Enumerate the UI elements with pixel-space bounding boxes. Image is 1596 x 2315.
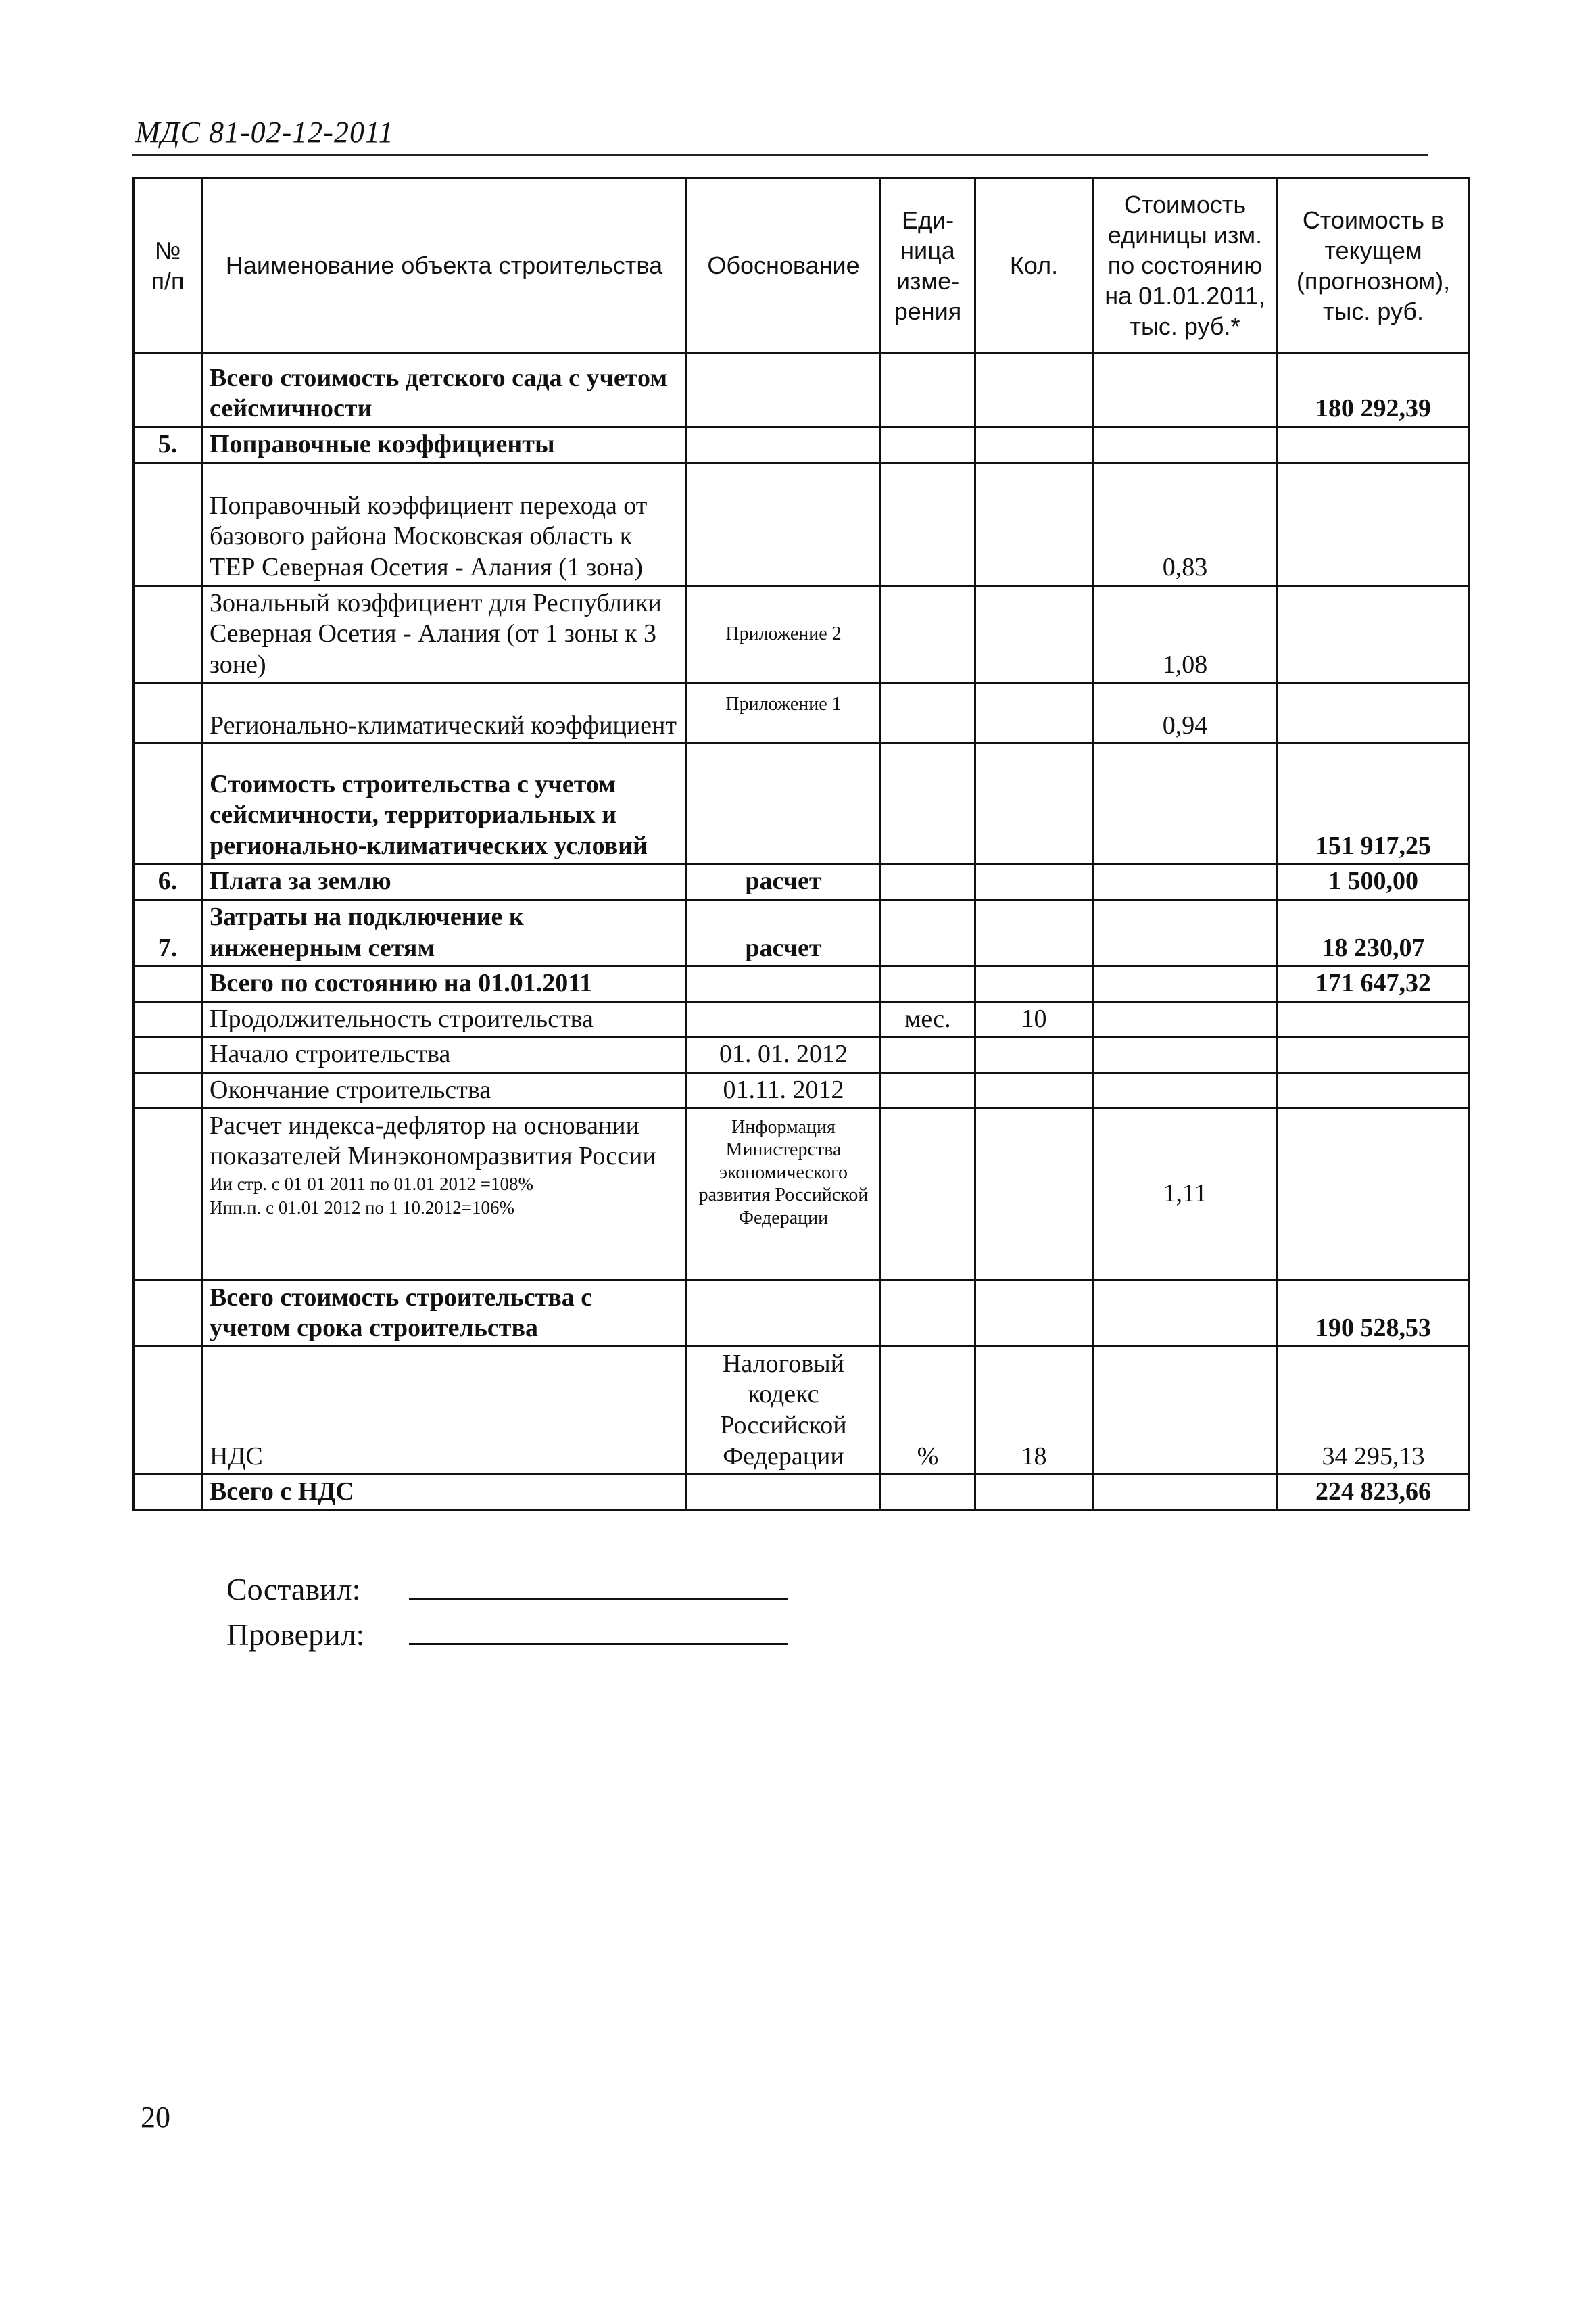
- cell-qty: [975, 427, 1093, 463]
- cell-basis: [687, 1001, 881, 1037]
- cell-cost-current: 224 823,66: [1278, 1475, 1470, 1510]
- table-row: [134, 353, 1470, 427]
- cell-basis: [687, 462, 881, 586]
- cell-qty: [975, 1475, 1093, 1510]
- cell-basis: 01.11. 2012: [687, 1072, 881, 1108]
- estimate-table: [132, 177, 1470, 1511]
- cell-basis: Приложение 2: [687, 586, 881, 683]
- cell-name: Затраты на подключение к инженерным сетям: [202, 899, 687, 965]
- cell-qty: [975, 1037, 1093, 1073]
- cell-num: 5.: [134, 427, 202, 463]
- cell-unit: [881, 1475, 975, 1510]
- cell-cost-unit: [1093, 1475, 1278, 1510]
- deflator-index-industry: Ипп.п. с 01.01 2012 по 1 10.2012=106%: [210, 1197, 514, 1218]
- cell-basis: [687, 1280, 881, 1346]
- table-row: [134, 427, 1470, 463]
- cell-cost-current: 18 230,07: [1278, 899, 1470, 965]
- cell-cost-unit: [1093, 427, 1278, 463]
- cell-cost-current: 180 292,39: [1278, 353, 1470, 427]
- cell-num: [134, 744, 202, 864]
- cell-name: Зональный коэффициент для Республики Северная Осетия - Алания (от 1 зоны к 3 зоне): [202, 586, 687, 683]
- cell-name: Всего с НДС: [202, 1475, 687, 1510]
- cell-cost-current: 1 500,00: [1278, 864, 1470, 900]
- cell-unit: [881, 1072, 975, 1108]
- col-header-basis: Обоснование: [687, 178, 881, 353]
- page-number: 20: [141, 2101, 170, 2134]
- cell-cost-current: [1278, 427, 1470, 463]
- table-row: [134, 864, 1470, 900]
- cell-basis: Налоговый кодекс Российской Федерации: [687, 1346, 881, 1474]
- signature-compiled-row: [226, 1567, 788, 1613]
- cell-qty: [975, 683, 1093, 744]
- table-row: [134, 462, 1470, 586]
- cell-cost-current: 171 647,32: [1278, 966, 1470, 1002]
- cell-num: [134, 1346, 202, 1474]
- cell-cost-unit: [1093, 1037, 1278, 1073]
- cell-basis: [687, 966, 881, 1002]
- cell-num: [134, 1475, 202, 1510]
- cell-cost-current: 190 528,53: [1278, 1280, 1470, 1346]
- cell-num: 6.: [134, 864, 202, 900]
- cell-name: Плата за землю: [202, 864, 687, 900]
- cell-qty: [975, 353, 1093, 427]
- cell-qty: [975, 1108, 1093, 1280]
- cell-basis: Приложение 1: [687, 683, 881, 744]
- cell-name: Начало строительства: [202, 1037, 687, 1073]
- table-row: [134, 1346, 1470, 1474]
- cell-num: [134, 586, 202, 683]
- cell-qty: [975, 899, 1093, 965]
- cell-unit: [881, 427, 975, 463]
- cell-num: [134, 1108, 202, 1280]
- cell-cost-unit: 1,11: [1093, 1108, 1278, 1280]
- cell-cost-unit: [1093, 864, 1278, 900]
- cell-cost-unit: [1093, 1072, 1278, 1108]
- cell-unit: [881, 1037, 975, 1073]
- cell-unit: [881, 586, 975, 683]
- cell-basis: [687, 427, 881, 463]
- cell-qty: [975, 586, 1093, 683]
- col-header-unit: Еди- ница изме- рения: [881, 178, 975, 353]
- cell-num: [134, 1280, 202, 1346]
- cell-cost-unit: [1093, 1280, 1278, 1346]
- cell-basis: расчет: [687, 864, 881, 900]
- signature-block: [226, 1567, 788, 1657]
- cell-cost-current: [1278, 1108, 1470, 1280]
- col-header-qty: Кол.: [975, 178, 1093, 353]
- cell-cost-unit: 1,08: [1093, 586, 1278, 683]
- header-rule: [132, 154, 1428, 156]
- document-code: МДС 81-02-12-2011: [135, 116, 394, 149]
- cell-num: [134, 683, 202, 744]
- signature-compiled-label: Составил:: [226, 1572, 361, 1606]
- deflator-title: Расчет индекса-дефлятор на основании показателей Минэкономразвития России: [210, 1111, 656, 1171]
- cell-qty: [975, 462, 1093, 586]
- cell-qty: [975, 864, 1093, 900]
- cell-name: [202, 1108, 687, 1280]
- cell-cost-unit: 0,83: [1093, 462, 1278, 586]
- cell-cost-unit: [1093, 899, 1278, 965]
- table-row: [134, 586, 1470, 683]
- cell-name: Регионально-климатический коэффициент: [202, 683, 687, 744]
- table-row: [134, 1037, 1470, 1073]
- cell-num: [134, 462, 202, 586]
- cell-unit: [881, 864, 975, 900]
- cell-num: [134, 1001, 202, 1037]
- cell-unit: [881, 899, 975, 965]
- cell-num: 7.: [134, 899, 202, 965]
- cell-unit: [881, 744, 975, 864]
- cell-cost-current: [1278, 683, 1470, 744]
- cell-unit: [881, 1108, 975, 1280]
- table-row: [134, 683, 1470, 744]
- cell-qty: [975, 966, 1093, 1002]
- table-row: [134, 1108, 1470, 1280]
- table-row: [134, 1280, 1470, 1346]
- table-row: [134, 966, 1470, 1002]
- cell-unit: [881, 1280, 975, 1346]
- cell-cost-current: [1278, 586, 1470, 683]
- cell-cost-current: [1278, 1072, 1470, 1108]
- cell-name: Окончание строительства: [202, 1072, 687, 1108]
- cell-unit: [881, 462, 975, 586]
- cell-cost-unit: [1093, 966, 1278, 1002]
- cell-basis: 01. 01. 2012: [687, 1037, 881, 1073]
- col-header-cost-current: Стоимость в текущем (прогнозном), тыс. руб.: [1278, 178, 1470, 353]
- cell-basis: [687, 353, 881, 427]
- cell-name: Всего стоимость строительства с учетом срока строительства: [202, 1280, 687, 1346]
- cell-num: [134, 1072, 202, 1108]
- cell-cost-current: [1278, 1001, 1470, 1037]
- cell-cost-unit: [1093, 1346, 1278, 1474]
- cell-name: НДС: [202, 1346, 687, 1474]
- cell-cost-current: [1278, 1037, 1470, 1073]
- col-header-cost-unit: Стоимость единицы изм. по состоянию на 01.01.2011, тыс. руб.*: [1093, 178, 1278, 353]
- cell-name: Продолжительность строительства: [202, 1001, 687, 1037]
- cell-basis: Информация Министерства экономического развития Российской Федерации: [687, 1108, 881, 1280]
- table-row: [134, 1001, 1470, 1037]
- cell-qty: [975, 1280, 1093, 1346]
- cell-cost-unit: [1093, 744, 1278, 864]
- cell-basis: расчет: [687, 899, 881, 965]
- deflator-index-construction: Ии стр. с 01 01 2011 по 01.01 2012 =108%: [210, 1173, 533, 1194]
- cell-name: Поправочный коэффициент перехода от базового района Московская область к ТЕР Северная Осетия - Алания (1 зона): [202, 462, 687, 586]
- cell-cost-unit: [1093, 353, 1278, 427]
- table-row: [134, 744, 1470, 864]
- signature-compiled-line: [409, 1568, 788, 1600]
- cell-cost-unit: 0,94: [1093, 683, 1278, 744]
- signature-checked-row: [226, 1613, 788, 1658]
- col-header-num: № п/п: [134, 178, 202, 353]
- cell-unit: [881, 966, 975, 1002]
- cell-cost-current: 34 295,13: [1278, 1346, 1470, 1474]
- cell-cost-unit: [1093, 1001, 1278, 1037]
- cell-cost-current: [1278, 462, 1470, 586]
- cell-qty: 10: [975, 1001, 1093, 1037]
- cell-qty: [975, 744, 1093, 864]
- table-header-row: [134, 178, 1470, 353]
- signature-checked-line: [409, 1613, 788, 1645]
- cell-unit: [881, 683, 975, 744]
- cell-cost-current: 151 917,25: [1278, 744, 1470, 864]
- cell-num: [134, 1037, 202, 1073]
- cell-qty: 18: [975, 1346, 1093, 1474]
- cell-unit: [881, 353, 975, 427]
- cell-num: [134, 966, 202, 1002]
- cell-name: Стоимость строительства с учетом сейсмичности, территориальных и регионально-климатических условий: [202, 744, 687, 864]
- cell-name: Поправочные коэффициенты: [202, 427, 687, 463]
- cell-num: [134, 353, 202, 427]
- table-row: [134, 1475, 1470, 1510]
- cell-qty: [975, 1072, 1093, 1108]
- cell-basis: [687, 744, 881, 864]
- cell-name: Всего стоимость детского сада с учетом сейсмичности: [202, 353, 687, 427]
- cell-unit: %: [881, 1346, 975, 1474]
- table-row: [134, 899, 1470, 965]
- col-header-name: Наименование объекта строительства: [202, 178, 687, 353]
- table-row: [134, 1072, 1470, 1108]
- cell-basis: [687, 1475, 881, 1510]
- cell-unit: мес.: [881, 1001, 975, 1037]
- cell-name: Всего по состоянию на 01.01.2011: [202, 966, 687, 1002]
- signature-checked-label: Проверил:: [226, 1617, 365, 1652]
